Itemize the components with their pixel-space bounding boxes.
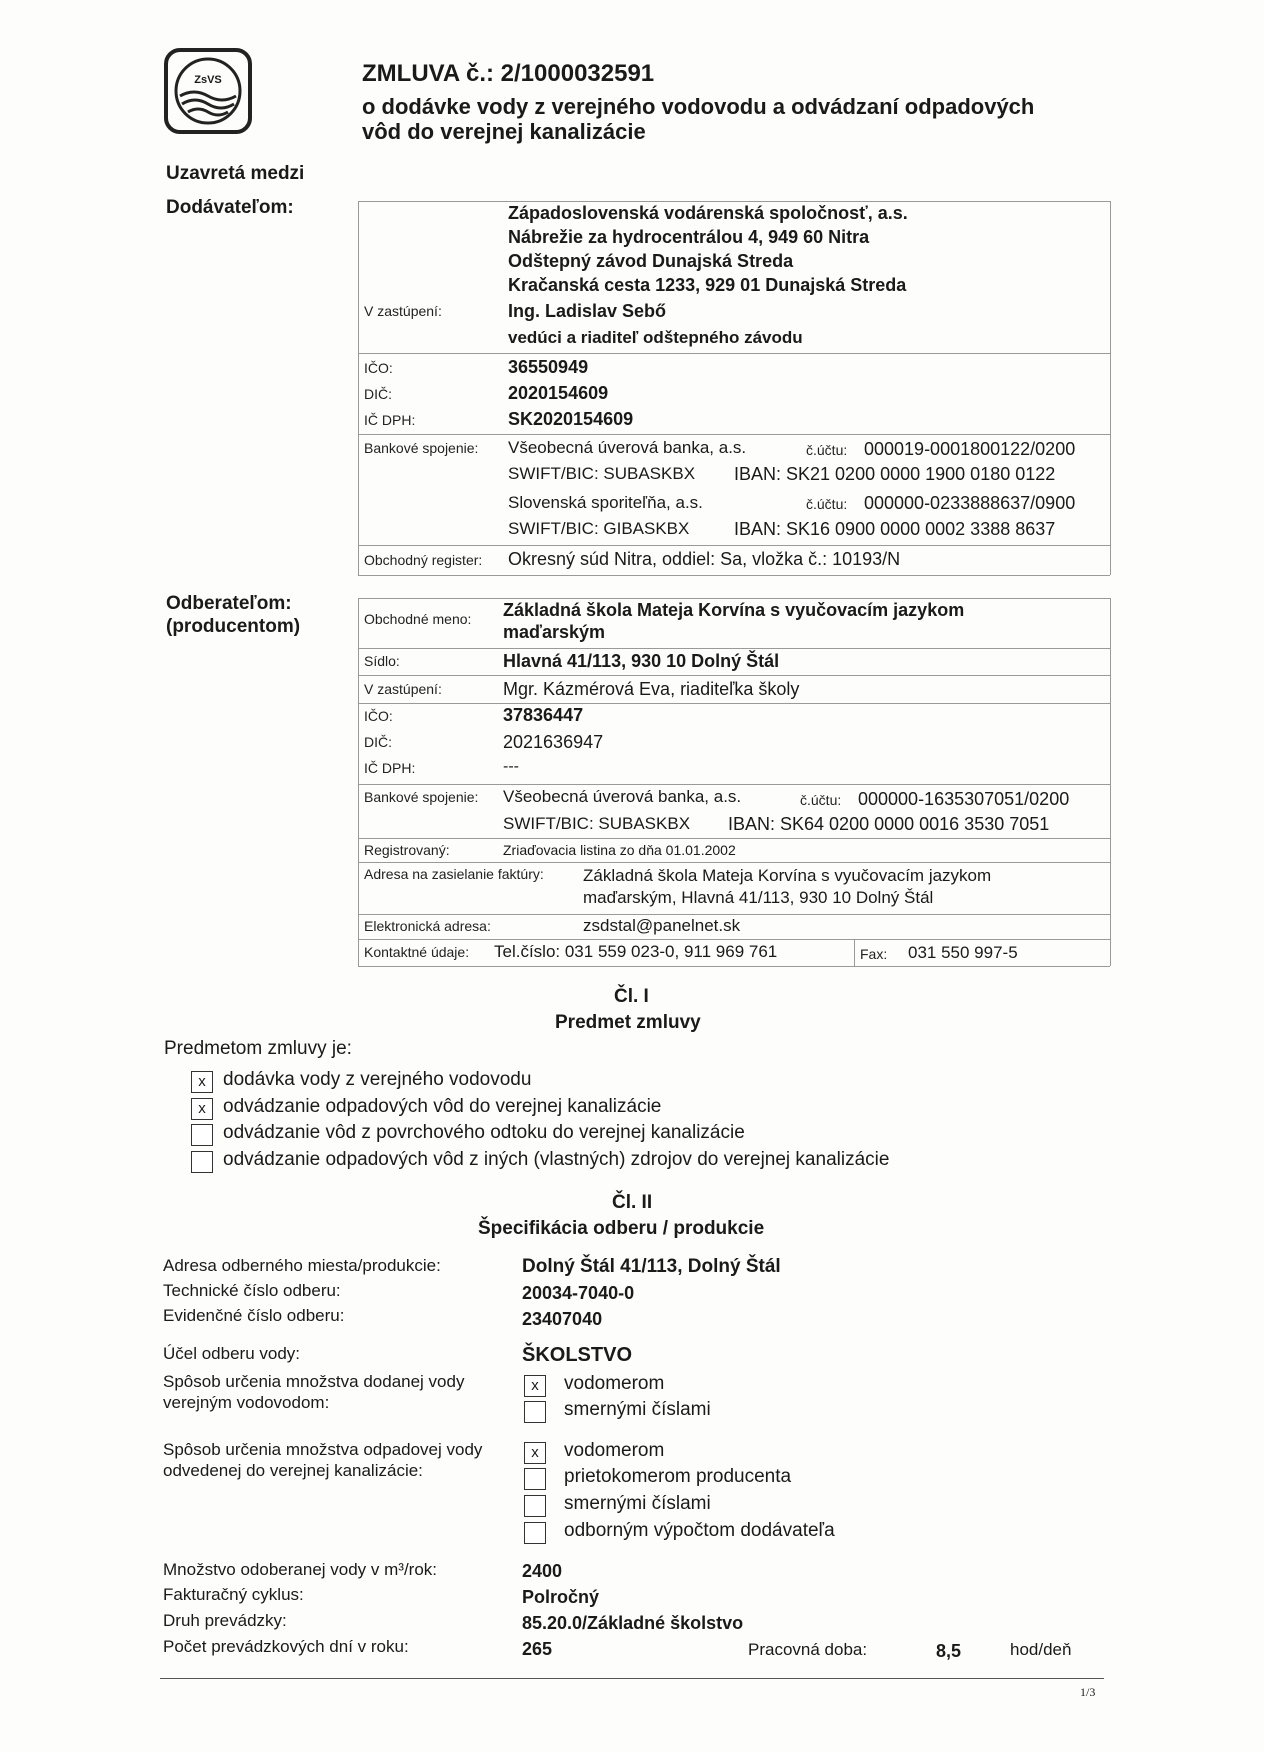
evid-number-value: 23407040 — [522, 1309, 603, 1329]
supplier-iban1: IBAN: SK21 0200 0000 1900 0180 0122 — [734, 464, 1056, 484]
article1-number: Čl. I — [614, 986, 649, 1007]
checkbox[interactable] — [524, 1468, 546, 1490]
customer-seat-label: Sídlo: — [364, 653, 400, 669]
purpose-label: Účel odberu vody: — [163, 1344, 301, 1363]
checkbox[interactable]: x — [191, 1098, 213, 1120]
evid-number-label: Evidenčné číslo odberu: — [163, 1306, 345, 1325]
option-label: prietokomerom producenta — [564, 1466, 792, 1487]
operating-days-value: 265 — [522, 1639, 553, 1659]
customer-ico: 37836447 — [503, 705, 584, 725]
customer-acc-label: č.účtu: — [800, 792, 842, 808]
customer-registered-label: Registrovaný: — [364, 842, 450, 858]
quantity-value: 2400 — [522, 1561, 563, 1581]
customer-invoice-line1: Základná škola Mateja Korvína s vyučovacím jazykom — [583, 866, 992, 885]
billing-cycle-value: Polročný — [522, 1587, 600, 1607]
checkbox[interactable]: x — [524, 1375, 546, 1397]
customer-fax-label: Fax: — [860, 946, 888, 962]
customer-email-label: Elektronická adresa: — [364, 918, 491, 934]
address-label: Adresa odberného miesta/produkcie: — [163, 1256, 441, 1275]
supplier-acc2-label: č.účtu: — [806, 496, 848, 512]
checkbox[interactable]: x — [524, 1442, 546, 1464]
supplier-address: Nábrežie za hydrocentrálou 4, 949 60 Nitra — [508, 227, 870, 247]
checkbox[interactable] — [524, 1495, 546, 1517]
customer-swift: SWIFT/BIC: SUBASKBX — [503, 814, 691, 833]
option-label: vodomerom — [564, 1373, 665, 1394]
concluded-between: Uzavretá medzi — [166, 163, 305, 184]
customer-contact-label: Kontaktné údaje: — [364, 944, 470, 960]
working-hours-label: Pracovná doba: — [748, 1640, 868, 1659]
customer-section-label: Odberateľom: — [166, 593, 292, 614]
contract-subtitle-line1: o dodávke vody z verejného vodovodu a odvádzaní odpadových — [362, 94, 1035, 119]
supplier-dic: 2020154609 — [508, 383, 609, 403]
customer-name-line1: Základná škola Mateja Korvína s vyučovacím jazykom — [503, 600, 965, 620]
customer-icdph: --- — [503, 758, 519, 775]
supplier-bank-label: Bankové spojenie: — [364, 440, 479, 456]
supplier-ico: 36550949 — [508, 357, 589, 377]
method1-label-line2: verejným vodovodom: — [163, 1393, 330, 1412]
option-label: odvádzanie odpadových vôd z iných (vlastných) zdrojov do verejnej kanalizácie — [223, 1149, 890, 1170]
supplier-rep-label: V zastúpení: — [364, 303, 442, 319]
supplier-acc1: 000019-0001800122/0200 — [864, 439, 1076, 459]
supplier-iban2: IBAN: SK16 0900 0000 0002 3388 8637 — [734, 519, 1056, 539]
customer-contact: Tel.číslo: 031 559 023-0, 911 969 761 — [494, 942, 778, 961]
customer-fax: 031 550 997-5 — [908, 943, 1018, 962]
supplier-acc2: 000000-0233888637/0900 — [864, 493, 1076, 513]
customer-registered: Zriaďovacia listina zo dňa 01.01.2002 — [503, 842, 736, 858]
company-logo — [164, 48, 252, 134]
supplier-rep-role: vedúci a riaditeľ odštepného závodu — [508, 328, 803, 347]
logo-graphic — [164, 48, 252, 134]
customer-dic-label: DIČ: — [364, 734, 392, 750]
footer-divider — [160, 1678, 1104, 1679]
supplier-register-label: Obchodný register: — [364, 552, 483, 568]
supplier-bank2: Slovenská sporiteľňa, a.s. — [508, 493, 703, 512]
supplier-branch-address: Kračanská cesta 1233, 929 01 Dunajská Streda — [508, 275, 907, 295]
working-hours-unit: hod/deň — [1010, 1640, 1072, 1659]
customer-invoice-line2: maďarským, Hlavná 41/113, 930 10 Dolný Štál — [583, 888, 934, 907]
customer-bank-label: Bankové spojenie: — [364, 789, 479, 805]
supplier-rep-name: Ing. Ladislav Sebő — [508, 301, 667, 321]
contract-subtitle-line2: vôd do verejnej kanalizácie — [362, 119, 646, 144]
customer-acc: 000000-1635307051/0200 — [858, 789, 1070, 809]
tech-number-value: 20034-7040-0 — [522, 1283, 635, 1303]
supplier-dic-label: DIČ: — [364, 386, 392, 402]
customer-icdph-label: IČ DPH: — [364, 760, 416, 776]
option-label: smernými číslami — [564, 1493, 711, 1514]
customer-rep-label: V zastúpení: — [364, 681, 442, 697]
supplier-acc1-label: č.účtu: — [806, 442, 848, 458]
method2-label-line1: Spôsob určenia množstva odpadovej vody — [163, 1440, 483, 1459]
customer-iban: IBAN: SK64 0200 0000 0016 3530 7051 — [728, 814, 1050, 834]
option-label: odborným výpočtom dodávateľa — [564, 1520, 835, 1541]
customer-invoice-label: Adresa na zasielanie faktúry: — [364, 866, 544, 882]
option-label: odvádzanie vôd z povrchového odtoku do verejnej kanalizácie — [223, 1122, 745, 1143]
supplier-icdph: SK2020154609 — [508, 409, 634, 429]
method1-label-line1: Spôsob určenia množstva dodanej vody — [163, 1372, 465, 1391]
logo-text: ZsVS — [194, 74, 222, 86]
supplier-bank1: Všeobecná úverová banka, a.s. — [508, 438, 747, 457]
article2-title: Špecifikácia odberu / produkcie — [478, 1218, 765, 1239]
operation-type-value: 85.20.0/Základné školstvo — [522, 1613, 744, 1633]
supplier-section-label: Dodávateľom: — [166, 197, 294, 218]
supplier-swift1: SWIFT/BIC: SUBASKBX — [508, 464, 696, 483]
customer-name-label: Obchodné meno: — [364, 611, 472, 627]
address-value: Dolný Štál 41/113, Dolný Štál — [522, 1256, 781, 1277]
operation-type-label: Druh prevádzky: — [163, 1611, 287, 1630]
supplier-ico-label: IČO: — [364, 360, 393, 376]
customer-ico-label: IČO: — [364, 708, 393, 724]
purpose-value: ŠKOLSTVO — [522, 1344, 633, 1366]
checkbox[interactable]: x — [191, 1071, 213, 1093]
supplier-icdph-label: IČ DPH: — [364, 412, 416, 428]
supplier-swift2: SWIFT/BIC: GIBASKBX — [508, 519, 690, 538]
option-label: vodomerom — [564, 1440, 665, 1461]
article1-intro: Predmetom zmluvy je: — [164, 1038, 352, 1059]
page-number: 1/3 — [1080, 1685, 1096, 1699]
billing-cycle-label: Fakturačný cyklus: — [163, 1585, 304, 1604]
supplier-branch: Odštepný závod Dunajská Streda — [508, 251, 794, 271]
customer-section-sublabel: (producentom) — [166, 616, 301, 637]
customer-rep: Mgr. Kázmérová Eva, riaditeľka školy — [503, 679, 800, 699]
contract-title: ZMLUVA č.: 2/1000032591 — [362, 60, 655, 87]
tech-number-label: Technické číslo odberu: — [163, 1281, 341, 1300]
checkbox[interactable] — [191, 1124, 213, 1146]
customer-bank: Všeobecná úverová banka, a.s. — [503, 787, 742, 806]
working-hours-value: 8,5 — [936, 1641, 962, 1661]
article1-title: Predmet zmluvy — [555, 1012, 701, 1033]
quantity-label: Množstvo odoberanej vody v m³/rok: — [163, 1560, 438, 1579]
customer-dic: 2021636947 — [503, 732, 604, 752]
checkbox[interactable] — [191, 1151, 213, 1173]
option-label: odvádzanie odpadových vôd do verejnej kanalizácie — [223, 1096, 662, 1117]
article2-number: Čl. II — [612, 1192, 653, 1213]
operating-days-label: Počet prevádzkových dní v roku: — [163, 1637, 409, 1656]
customer-email: zsdstal@panelnet.sk — [583, 916, 741, 935]
customer-name-line2: maďarským — [503, 622, 606, 642]
supplier-register: Okresný súd Nitra, oddiel: Sa, vložka č.: 10193/N — [508, 549, 901, 569]
checkbox[interactable] — [524, 1522, 546, 1544]
option-label: dodávka vody z verejného vodovodu — [223, 1069, 532, 1090]
customer-seat: Hlavná 41/113, 930 10 Dolný Štál — [503, 651, 780, 671]
option-label: smernými číslami — [564, 1399, 711, 1420]
supplier-name: Západoslovenská vodárenská spoločnosť, a.s. — [508, 203, 908, 223]
checkbox[interactable] — [524, 1401, 546, 1423]
method2-label-line2: odvedenej do verejnej kanalizácie: — [163, 1461, 423, 1480]
